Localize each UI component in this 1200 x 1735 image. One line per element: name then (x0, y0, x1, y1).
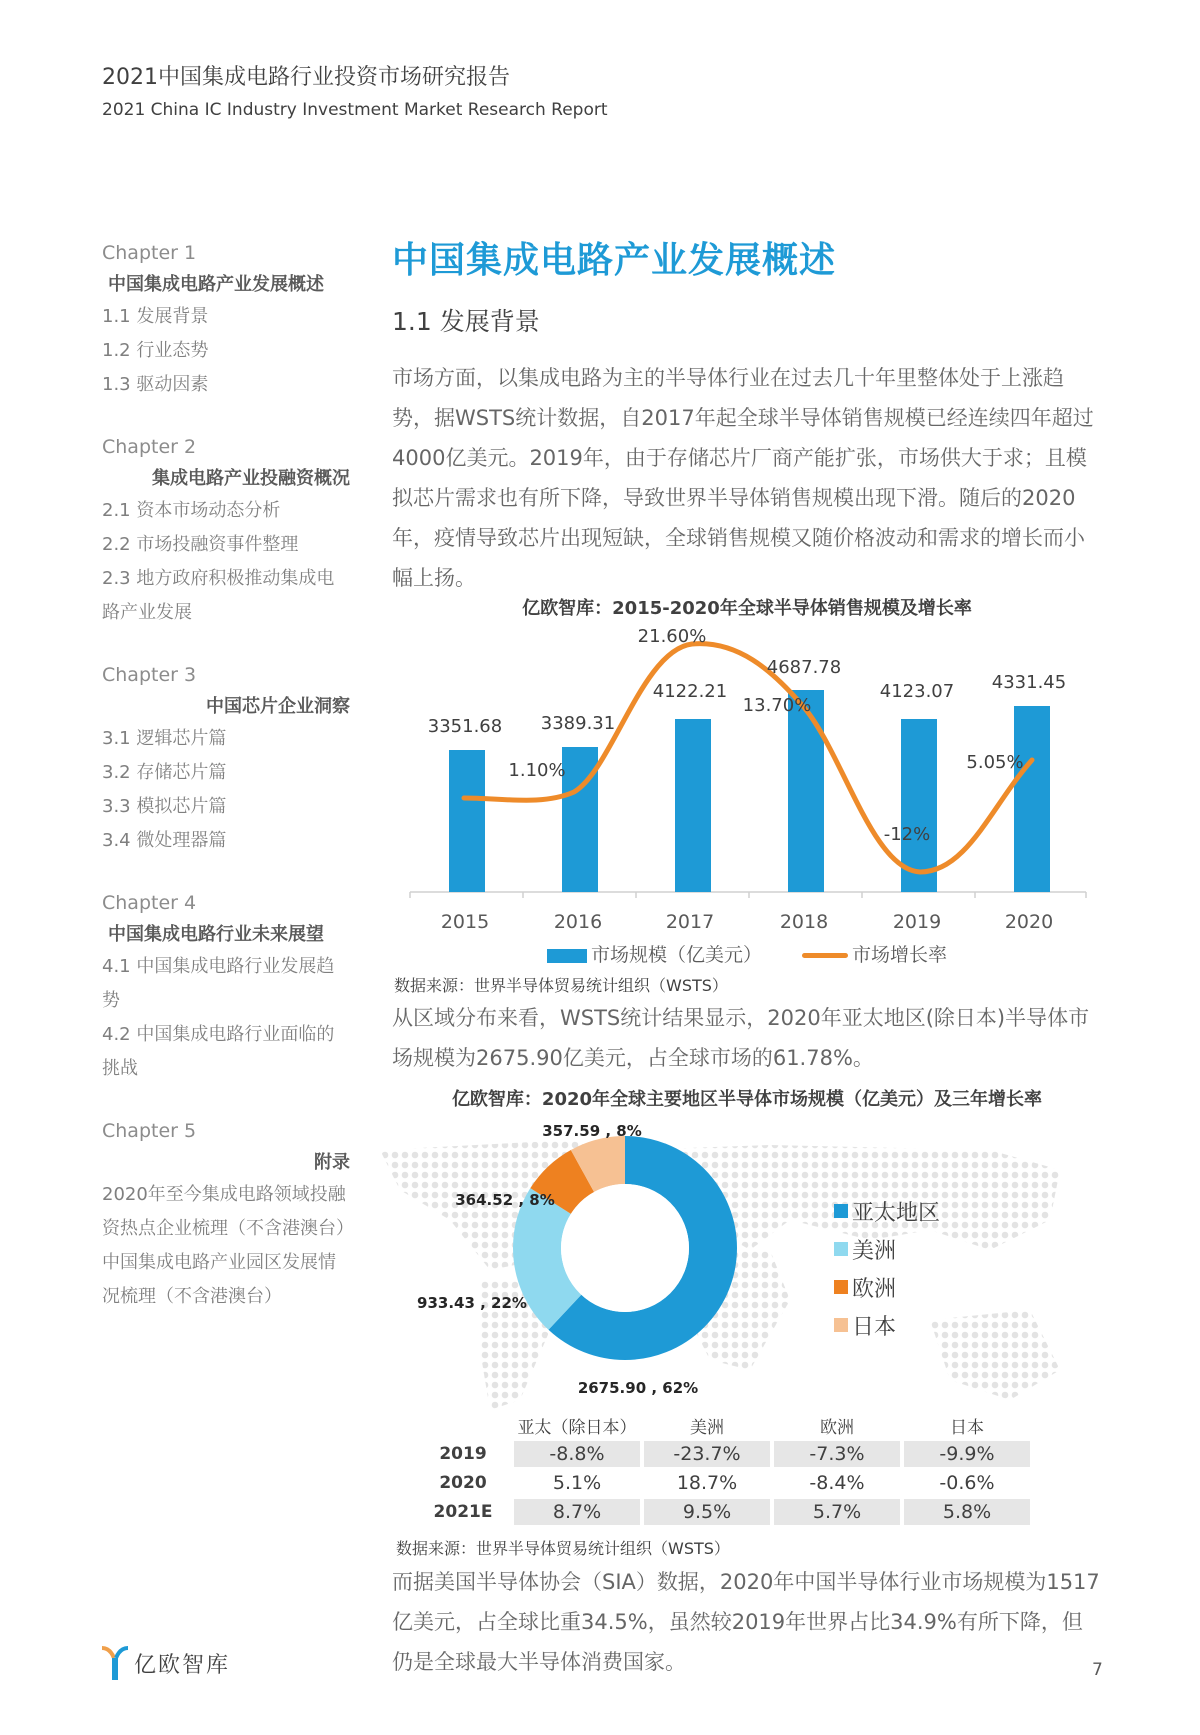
square-swatch-icon (834, 1242, 848, 1256)
table-header: 亚太（除日本） (517, 1418, 637, 1438)
toc-item[interactable]: 4.1 中国集成电路行业发展趋势 (102, 956, 335, 1011)
svg-text:21.60%: 21.60% (637, 626, 707, 647)
svg-text:2018: 2018 (779, 911, 829, 933)
table-cell: 5.7% (774, 1499, 900, 1525)
table-cell: -9.9% (904, 1441, 1030, 1467)
svg-text:1.10%: 1.10% (508, 760, 566, 781)
bar-swatch-icon (547, 949, 587, 963)
data-source-2: 数据来源：世界半导体贸易统计组织（WSTS） (396, 1539, 730, 1558)
report-title-en: 2021 China IC Industry Investment Market Research Report (102, 100, 608, 120)
svg-text:5.05%: 5.05% (966, 752, 1024, 773)
donut (537, 1160, 713, 1336)
chapter-title[interactable]: 中国芯片企业洞察 (206, 696, 350, 717)
logo-y-icon (100, 1644, 130, 1682)
toc-item[interactable]: 2020年至今集成电路领域投融资热点企业梳理（不含港澳台） (102, 1184, 354, 1239)
toc-chapter-1 (102, 242, 350, 402)
chapter-label: Chapter 3 (102, 664, 197, 686)
svg-text:3351.68: 3351.68 (427, 716, 503, 737)
svg-text:4331.45: 4331.45 (991, 672, 1067, 693)
paragraph-intro: 市场方面，以集成电路为主的半导体行业在过去几十年里整体处于上涨趋势，据WSTS统计数据，自2017年起全球半导体销售规模已经连续四年超过4000亿美元。2019年，由于存储芯片厂商产能扩张，市场供大于求；且模拟芯片需求也有所下降，导致世界半导体销售规模出现下滑。随后的2020年，疫情导致芯片出现短缺，全球销售规模又随价格波动和需求的增长而小幅上扬。 (392, 366, 1094, 590)
svg-text:-12%: -12% (883, 824, 931, 845)
brand-logo (100, 1644, 230, 1682)
report-title-cn: 2021中国集成电路行业投资市场研究报告 (102, 65, 510, 90)
toc-item[interactable]: 1.1 发展背景 (102, 306, 209, 327)
toc-item[interactable]: 4.2 中国集成电路行业面临的挑战 (102, 1024, 335, 1079)
growth-line (464, 644, 1032, 872)
growth-table-wrapper (412, 1410, 1034, 1528)
table-cell: -7.3% (774, 1441, 900, 1467)
toc-item[interactable]: 3.3 模拟芯片篇 (102, 796, 227, 817)
svg-text:364.52 , 8%: 364.52 , 8% (455, 1191, 555, 1209)
row-year: 2020 (439, 1473, 487, 1493)
legend-item-market-size: 市场规模（亿美元） (547, 940, 762, 967)
chart-title-sales: 亿欧智库：2015-2020年全球半导体销售规模及增长率 (522, 598, 972, 619)
toc-item[interactable]: 3.1 逻辑芯片篇 (102, 728, 227, 749)
toc-item[interactable]: 3.4 微处理器篇 (102, 830, 227, 851)
table-row (416, 1470, 1030, 1496)
toc-chapter-3 (102, 664, 350, 858)
table-row (416, 1441, 1030, 1467)
chapter-label: Chapter 5 (102, 1120, 197, 1142)
square-swatch-icon (834, 1280, 848, 1294)
toc-item[interactable]: 2.1 资本市场动态分析 (102, 500, 281, 521)
bars (449, 690, 1050, 892)
page-title: 中国集成电路产业发展概述 (392, 240, 837, 281)
legend-item-growth-rate: 市场增长率 (802, 940, 947, 967)
paragraph-region: 从区域分布来看，WSTS统计结果显示，2020年亚太地区(除日本)半导体市场规模为2675.90亿美元，占全球市场的61.78%。 (392, 1006, 1090, 1070)
toc-item[interactable]: 1.2 行业态势 (102, 340, 209, 361)
square-swatch-icon (834, 1318, 848, 1332)
svg-text:4687.78: 4687.78 (766, 657, 842, 678)
svg-text:357.59 , 8%: 357.59 , 8% (542, 1122, 642, 1140)
toc-item[interactable]: 3.2 存储芯片篇 (102, 762, 227, 783)
page-number: 7 (1092, 1660, 1103, 1680)
toc-item[interactable]: 2.3 地方政府积极推动集成电路产业发展 (102, 568, 335, 623)
svg-text:2016: 2016 (553, 911, 603, 933)
table-cell: 18.7% (676, 1472, 738, 1494)
table-cell: -23.7% (644, 1441, 770, 1467)
svg-text:2019: 2019 (892, 911, 942, 933)
table-of-contents (102, 242, 354, 1348)
donut-legend (834, 1192, 940, 1344)
chapter-title[interactable]: 附录 (314, 1152, 350, 1173)
chapter-label: Chapter 1 (102, 242, 197, 264)
table-row (416, 1499, 1030, 1525)
legend-item-apac: 亚太地区 (834, 1192, 940, 1230)
toc-item[interactable]: 1.3 驱动因素 (102, 374, 209, 395)
table-header-row (416, 1413, 1030, 1438)
table-cell: 8.7% (514, 1499, 640, 1525)
svg-text:3389.31: 3389.31 (540, 713, 616, 734)
chart-title-region: 亿欧智库：2020年全球主要地区半导体市场规模（亿美元）及三年增长率 (451, 1089, 1043, 1110)
toc-chapter-2 (102, 436, 350, 630)
toc-chapter-4 (102, 892, 350, 1086)
square-swatch-icon (834, 1204, 848, 1218)
chapter-label: Chapter 2 (102, 436, 197, 458)
chapter-title[interactable]: 中国集成电路产业发展概述 (108, 274, 324, 295)
paragraph-china: 而据美国半导体协会（SIA）数据，2020年中国半导体行业市场规模为1517亿美元，占全球比重34.5%，虽然较2019年世界占比34.9%有所下降，但仍是全球最大半导体消费国家。 (392, 1570, 1100, 1674)
world-map-dots (370, 1110, 1090, 1420)
svg-text:2020: 2020 (1004, 911, 1054, 933)
region-donut-chart (370, 1110, 1090, 1420)
table-header: 美洲 (690, 1418, 724, 1438)
table-header (416, 1413, 510, 1438)
toc-item[interactable]: 中国集成电路产业园区发展情况梳理（不含港澳台） (102, 1252, 336, 1307)
legend-item-europe: 欧洲 (834, 1268, 940, 1306)
combo-bar-line-chart (392, 620, 1102, 960)
table-cell: -8.4% (809, 1472, 865, 1494)
legend-item-americas: 美洲 (834, 1230, 940, 1268)
svg-text:2017: 2017 (665, 911, 715, 933)
svg-text:4122.21: 4122.21 (652, 681, 728, 702)
table-header: 欧洲 (820, 1418, 854, 1438)
table-cell: 5.8% (904, 1499, 1030, 1525)
chapter-title[interactable]: 中国集成电路行业未来展望 (108, 924, 324, 945)
logo-text: 亿欧智库 (134, 1652, 231, 1678)
chapter-title[interactable]: 集成电路产业投融资概况 (152, 468, 350, 489)
row-year: 2019 (439, 1444, 487, 1464)
table-cell: 5.1% (552, 1472, 602, 1494)
svg-text:933.43 , 22%: 933.43 , 22% (417, 1294, 527, 1312)
section-title: 1.1 发展背景 (392, 307, 540, 336)
chart-legend-sales (392, 940, 1102, 967)
table-cell: -0.6% (939, 1472, 995, 1494)
table-cell: -8.8% (514, 1441, 640, 1467)
line-swatch-icon (802, 953, 848, 958)
row-year: 2021E (433, 1502, 493, 1522)
table-header: 日本 (950, 1418, 984, 1438)
toc-chapter-5 (102, 1120, 354, 1314)
data-source-1: 数据来源：世界半导体贸易统计组织（WSTS） (394, 976, 728, 995)
svg-text:2015: 2015 (440, 911, 490, 933)
table-cell: 9.5% (644, 1499, 770, 1525)
svg-text:2675.90 , 62%: 2675.90 , 62% (577, 1379, 699, 1397)
svg-text:4123.07: 4123.07 (879, 681, 955, 702)
growth-table (412, 1410, 1034, 1528)
chapter-label: Chapter 4 (102, 892, 197, 914)
svg-text:13.70%: 13.70% (742, 695, 812, 716)
legend-item-japan: 日本 (834, 1306, 940, 1344)
toc-item[interactable]: 2.2 市场投融资事件整理 (102, 534, 299, 555)
sales-chart (392, 620, 1102, 960)
